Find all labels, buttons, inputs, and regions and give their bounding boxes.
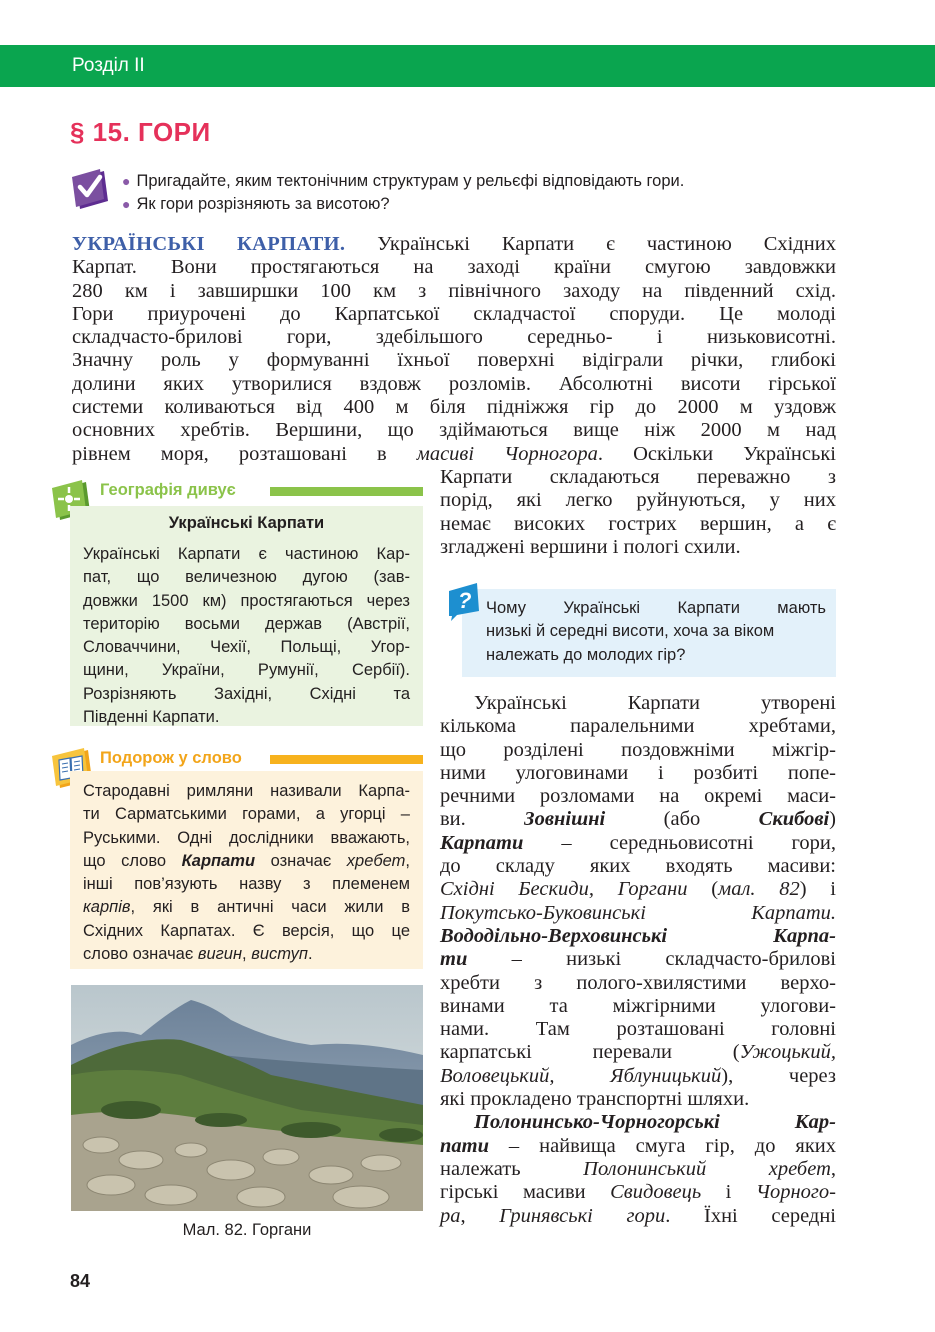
geography-box-rule	[270, 487, 423, 496]
question-box-text: Чому Українські Карпати мають низькі й середні висоти, хоча за віком належать до молодих гір?	[486, 599, 826, 664]
word-box-rule	[270, 755, 423, 764]
paragraph-heading: УКРАЇНСЬКІ КАРПАТИ.	[72, 233, 346, 255]
mountain-landscape-image	[71, 985, 423, 1211]
word-box-label: Подорож у слово	[100, 749, 242, 767]
fact-box-subtitle: Українські Карпати	[168, 514, 325, 532]
word-box-text: Стародавні римляни називали Карпа- ти Сарматськими горами, а угорці – Руськими. Одні дослідники вважають, що слово Карпати означає хребет, інші пов’язують назву з племенем карпів, які в античні часи жили в Східних Карпатах. Є версія, що це слово означає вигин, виступ.	[83, 782, 411, 964]
main-paragraph: УКРАЇНСЬКІ КАРПАТИ. Українські Карпати є частиною Східних Карпат. Вони простягаються на заході країни смугою завдовжки 280 км і завширшки 100 км з північного заходу на південний схід. Гори приурочені до Карпатської складчастої споруди. Це молоді складчасто-брилові гори, здебільшого середньо- і низьковисотні. Значну роль у формуванні їхньої поверхні відіграли річки, глибокі долини яких утворилися вздовж розломів. Абсолютні висоти гірської системи коливаються від 400 м біля підніжжя гір до 2000 м уздовж основних хребтів. Вершини, що здіймаються вище ніж 2000 м над рівнем моря, розташовані в масиві Чорногора. Оскільки Українські	[72, 233, 836, 465]
review-question: ● Пригадайте, яким тектонічним структурам у рельєфі відповідають гори.	[122, 172, 685, 190]
page-title: § 15. ГОРИ	[70, 117, 211, 147]
review-questions	[122, 170, 684, 216]
geography-fact-box	[70, 506, 423, 726]
right-column-text-1: Карпати складаються переважно з порід, які легко руйнуються, у них немає високих гострих вершин, а є згладжені вершини і пологі схили.	[440, 466, 836, 558]
question-icon	[445, 581, 481, 621]
page-number: 84	[70, 1271, 91, 1291]
section-label: Розділ II	[72, 55, 145, 76]
svg-text:?: ?	[458, 588, 472, 613]
word-origin-box	[70, 771, 423, 969]
photo-caption: Мал. 82. Горгани	[182, 1221, 312, 1239]
question-box	[462, 589, 836, 677]
fact-box-text: Українські Карпати є частиною Кар- пат, що величезною дугою (зав- довжки 1500 км) простягаються через територію восьми держав (Австрії, Словаччини, Чехії, Польщі, Угор- щини, України, Румунії, Сербії). Розрізняють Західні, Східні та Південні Карпати.	[83, 545, 410, 727]
geography-box-label: Географія дивує	[100, 481, 236, 499]
review-question: ● Як гори розрізняють за висотою?	[122, 195, 390, 213]
gorgany-photo	[71, 985, 423, 1211]
checkmark-icon	[70, 167, 112, 213]
right-column-text-2: Українські Карпати утворені кількома паралельними хребтами, що розділені поздовжніми міжгір- ними улоговинами і розбиті попе- речними розломами на окремі маси- ви. Зовнішні (або Скибові) Карпати – середньовисотні гори, до складу яких входять масиви: Східні Бескиди, Горгани (мал. 82) і Покутсько-Буковинські Карпати. Вододільно-Верховинські Карпа- ти – низькі складчасто-брилові хребти з полого-хвилястими верхо- винами та міжгірними улогови- нами. Там розташовані головні карпатські перевали (Ужоцький, Воловецький, Яблуницький), через які прокладено транспортні шляхи. Полонинсько-Чорногорські Кар- пати – найвища смуга гір, до яких належать Полонинський хребет, гірські масиви Свидовець і Чорного- ра, Гринявські гори. Їхні середні	[440, 692, 837, 1227]
section-header-bar	[0, 45, 935, 87]
